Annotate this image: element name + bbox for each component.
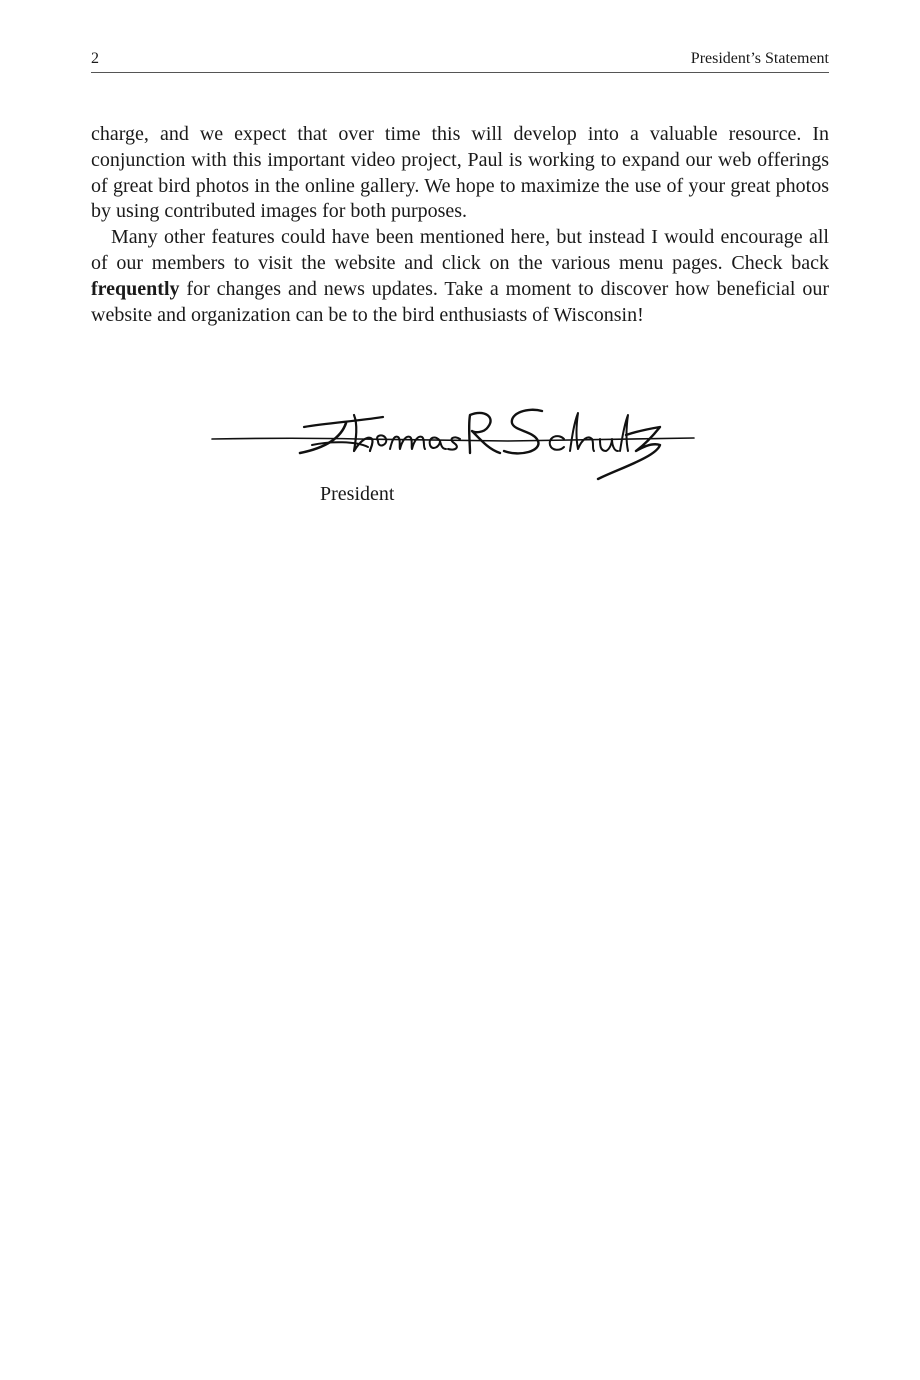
handwritten-signature bbox=[208, 405, 698, 485]
page-number: 2 bbox=[91, 50, 99, 67]
emphasized-word: frequently bbox=[91, 277, 180, 300]
section-title: President’s Statement bbox=[690, 50, 829, 67]
signer-title: President bbox=[320, 483, 395, 505]
paragraph-2-text-end: for changes and news updates. Take a moment to discover how beneficial our website and organization can be to the bird enthusiasts of Wisconsin! bbox=[91, 277, 829, 326]
paragraph-2-text-start: Many other features could have been mentioned here, but instead I would encourage all of our members to visit the website and click on the various menu pages. Check back bbox=[91, 226, 829, 274]
paragraph-1: charge, and we expect that over time this will develop into a valuable resource. In conjunction with this important video project, Paul is working to expand our web offerings of great bird photos in the online gallery. We hope to maximize the use of your great photos by using contributed images for both purposes. bbox=[91, 123, 829, 223]
running-header bbox=[91, 48, 829, 73]
body-text bbox=[91, 122, 829, 328]
paragraph-2 bbox=[91, 225, 829, 328]
